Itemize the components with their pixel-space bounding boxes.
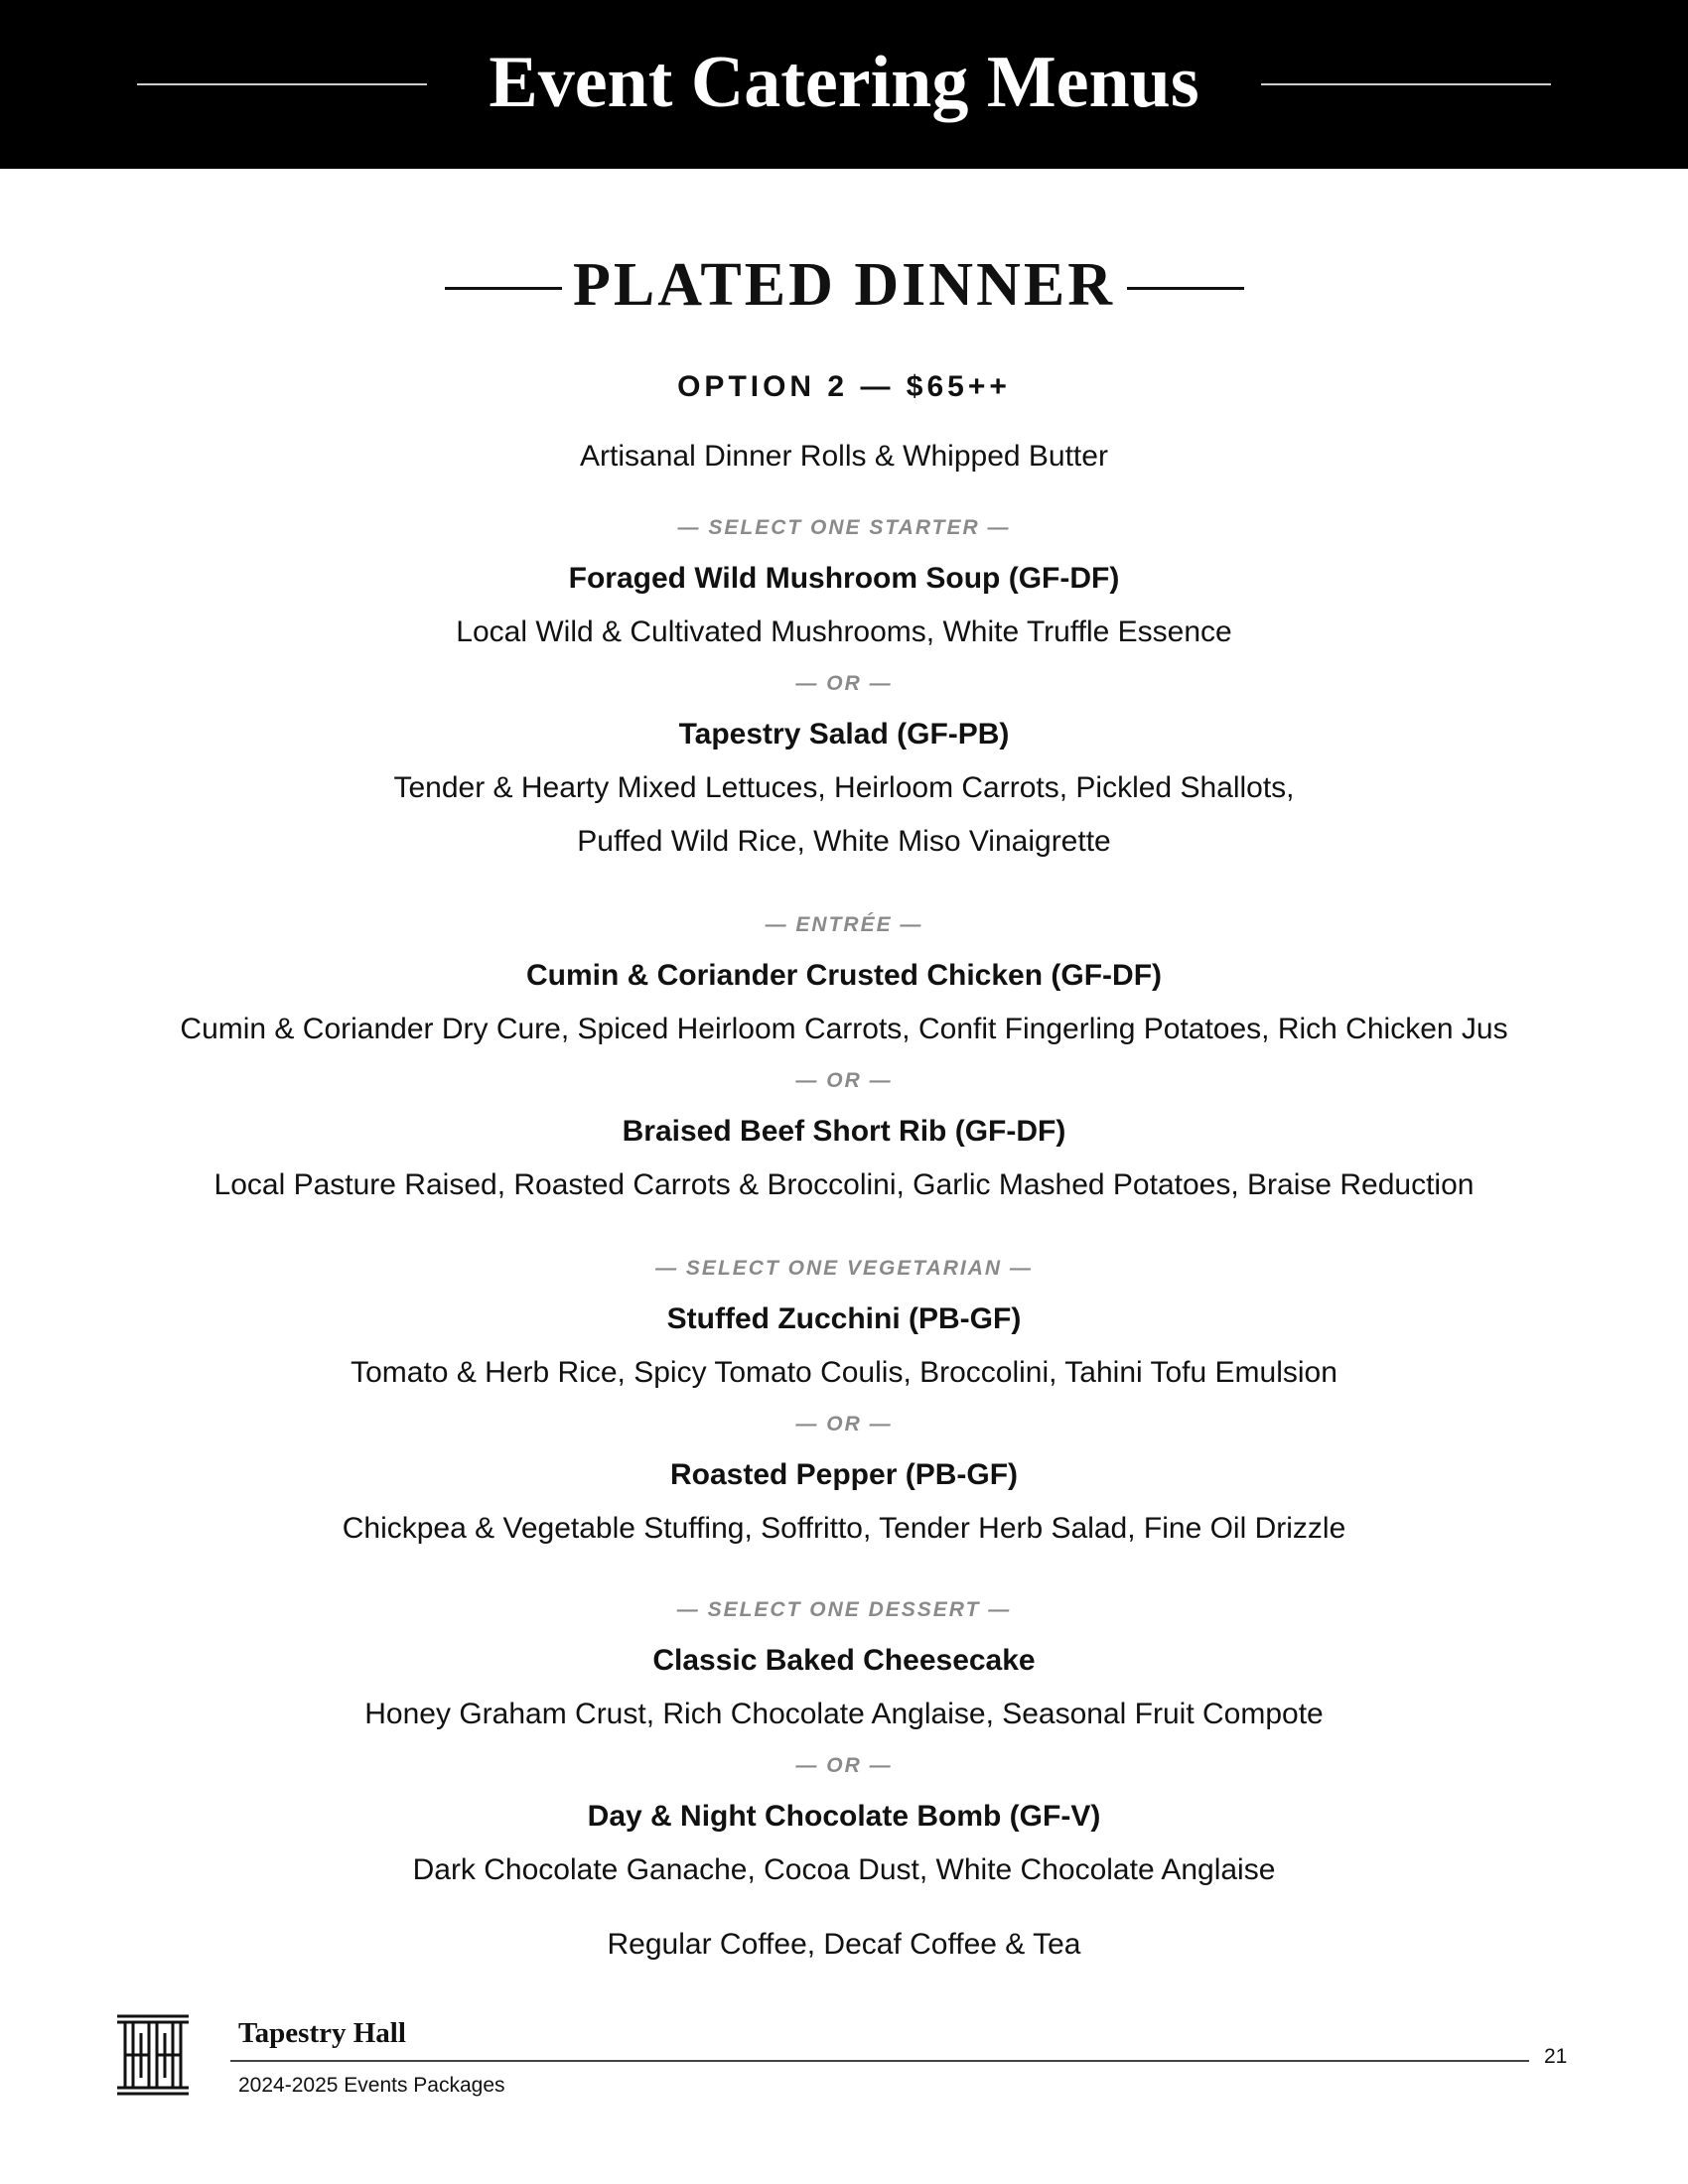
section-rule-right — [1127, 287, 1244, 290]
intro-text: Artisanal Dinner Rolls & Whipped Butter — [580, 440, 1108, 473]
page-number: 21 — [1544, 2045, 1568, 2068]
vegetarian-1-desc: Tomato & Herb Rice, Spicy Tomato Coulis, Broccolini, Tahini Tofu Emulsion — [351, 1356, 1337, 1389]
entree-label: — ENTRÉE — — [765, 913, 923, 936]
entree-1-name: Cumin & Coriander Crusted Chicken (GF-DF) — [525, 959, 1163, 992]
dessert-label: — SELECT ONE DESSERT — — [676, 1598, 1012, 1621]
or-divider: — OR — — [795, 1069, 893, 1092]
starter-label: — SELECT ONE STARTER — — [677, 516, 1011, 539]
dessert-2-name: Day & Night Chocolate Bomb (GF-V) — [587, 1800, 1101, 1833]
starter-1-desc: Local Wild & Cultivated Mushrooms, White Truffle Essence — [456, 615, 1232, 648]
vegetarian-label: — SELECT ONE VEGETARIAN — — [655, 1257, 1033, 1280]
header-rule-right — [1261, 83, 1551, 85]
starter-2-desc-2: Puffed Wild Rice, White Miso Vinaigrette — [577, 825, 1111, 858]
option-price: OPTION 2 — $65++ — [677, 370, 1011, 403]
starter-2-name: Tapestry Salad (GF-PB) — [678, 718, 1010, 751]
or-divider: — OR — — [795, 672, 893, 695]
section-title — [0, 250, 1688, 320]
footer-subtitle: 2024-2025 Events Packages — [238, 2074, 505, 2097]
th-monogram-icon — [115, 2013, 191, 2097]
beverages-text: Regular Coffee, Decaf Coffee & Tea — [607, 1928, 1081, 1961]
dessert-2-desc: Dark Chocolate Ganache, Cocoa Dust, White Chocolate Anglaise — [412, 1853, 1276, 1886]
section-rule-left — [445, 287, 562, 290]
vegetarian-2-desc: Chickpea & Vegetable Stuffing, Soffritto, Tender Herb Salad, Fine Oil Drizzle — [342, 1512, 1346, 1545]
page-title: Event Catering Menus — [489, 42, 1199, 123]
footer-rule — [230, 2060, 1529, 2062]
vegetarian-2-name: Roasted Pepper (PB-GF) — [669, 1458, 1019, 1491]
section-title-text: PLATED DINNER — [573, 251, 1115, 319]
entree-2-name: Braised Beef Short Rib (GF-DF) — [622, 1115, 1066, 1148]
footer-brand: Tapestry Hall — [238, 2017, 406, 2049]
starter-2-desc-1: Tender & Hearty Mixed Lettuces, Heirloom Carrots, Pickled Shallots, — [393, 771, 1295, 804]
or-divider: — OR — — [795, 1413, 893, 1435]
vegetarian-1-name: Stuffed Zucchini (PB-GF) — [666, 1302, 1022, 1335]
entree-1-desc: Cumin & Coriander Dry Cure, Spiced Heirloom Carrots, Confit Fingerling Potatoes, Rich Chicken Jus — [180, 1013, 1508, 1045]
starter-1-name: Foraged Wild Mushroom Soup (GF-DF) — [568, 562, 1120, 595]
dessert-1-name: Classic Baked Cheesecake — [652, 1644, 1036, 1677]
header-banner — [0, 0, 1688, 169]
dessert-1-desc: Honey Graham Crust, Rich Chocolate Anglaise, Seasonal Fruit Compote — [364, 1698, 1324, 1730]
or-divider: — OR — — [795, 1754, 893, 1777]
entree-2-desc: Local Pasture Raised, Roasted Carrots & Broccolini, Garlic Mashed Potatoes, Braise Reduction — [213, 1168, 1475, 1201]
